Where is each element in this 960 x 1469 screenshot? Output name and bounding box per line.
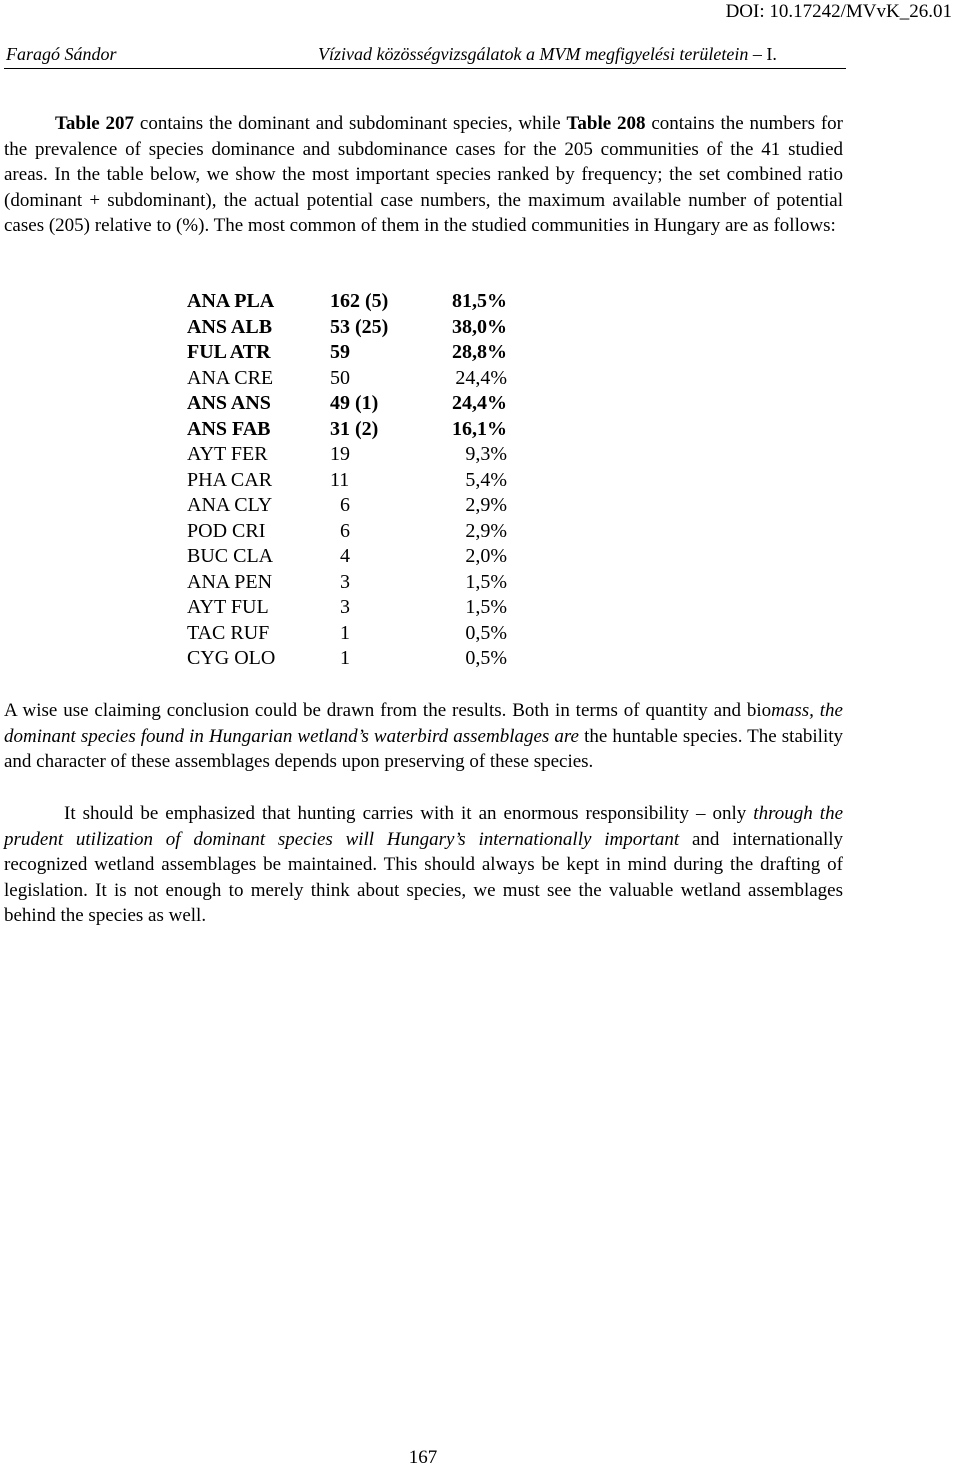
species-code: ANA CRE bbox=[187, 366, 274, 389]
percentage: 2,9% bbox=[465, 494, 507, 516]
species-code: ANA CLY bbox=[187, 494, 273, 516]
percentage: 1,5% bbox=[465, 596, 507, 618]
case-count: 6 bbox=[330, 519, 350, 542]
percentage: 2,0% bbox=[465, 545, 507, 567]
species-code: BUC CLA bbox=[187, 545, 274, 567]
percentage: 2,9% bbox=[465, 519, 507, 542]
species-code: FUL ATR bbox=[187, 341, 271, 363]
species-code: CYG OLO bbox=[187, 647, 276, 669]
running-header-author: Faragó Sándor bbox=[6, 44, 117, 64]
case-count: 49 (1) bbox=[330, 392, 379, 414]
species-code: TAC RUF bbox=[187, 621, 270, 644]
case-count: 1 bbox=[330, 621, 350, 644]
species-table bbox=[187, 289, 507, 672]
running-header-title-text: Vízivad közösségvizsgálatok a MVM megfigyelési területein – bbox=[318, 44, 762, 64]
percentage: 24,4% bbox=[452, 392, 507, 414]
percentage: 1,5% bbox=[465, 570, 507, 593]
page-number: 167 bbox=[408, 1447, 438, 1468]
case-count: 11 bbox=[330, 468, 350, 491]
species-code: POD CRI bbox=[187, 519, 266, 542]
table-row bbox=[187, 646, 507, 672]
case-count: 31 (2) bbox=[330, 417, 379, 440]
percentage: 16,1% bbox=[452, 417, 507, 440]
percentage: 28,8% bbox=[452, 341, 507, 363]
species-code: ANS ANS bbox=[187, 392, 271, 414]
table-row bbox=[187, 391, 507, 417]
conclusion-paragraph-2 bbox=[4, 801, 843, 929]
case-count: 19 bbox=[330, 443, 350, 465]
percentage: 0,5% bbox=[465, 621, 507, 644]
table-row bbox=[187, 544, 507, 570]
table-row bbox=[187, 340, 507, 366]
table-row bbox=[187, 366, 507, 392]
table-row bbox=[187, 621, 507, 647]
case-count: 4 bbox=[330, 545, 350, 567]
species-code: ANS ALB bbox=[187, 315, 273, 338]
percentage: 38,0% bbox=[452, 315, 507, 338]
running-header-title-roman: I. bbox=[766, 44, 777, 64]
case-count: 6 bbox=[330, 494, 350, 516]
running-header-title bbox=[318, 44, 777, 65]
table-row bbox=[187, 519, 507, 545]
intro-text-1: contains the dominant and subdominant species, while bbox=[134, 113, 567, 134]
table-row bbox=[187, 468, 507, 494]
conclusion-2-text-a: It should be emphasized that hunting carries with it an enormous responsibility – only bbox=[64, 803, 754, 824]
conclusion-paragraph-1 bbox=[4, 698, 843, 775]
table-row bbox=[187, 595, 507, 621]
table-row bbox=[187, 289, 507, 315]
conclusion-text-b: mass, the dominant species found in Hungarian wetland’s waterbird assemblages are bbox=[4, 700, 843, 747]
species-code: AYT FER bbox=[187, 443, 268, 465]
case-count: 3 bbox=[330, 596, 350, 618]
intro-paragraph bbox=[4, 111, 843, 239]
conclusion-2-text-c: and internationally recognized wetland assemblages be maintained. This should always be kept in mind during the drafting of legislation. It is not enough to merely think about species, we must see the valuable wetland assemblages behind the species as well. bbox=[4, 828, 844, 926]
conclusion-text-c: the huntable species. The stability and character of these assemblages depends upon preserving of these species. bbox=[4, 725, 844, 772]
species-code: ANA PLA bbox=[187, 290, 275, 312]
table-row bbox=[187, 570, 507, 596]
table-207-ref: Table 207 bbox=[55, 113, 135, 134]
case-count: 3 bbox=[330, 570, 350, 593]
case-count: 59 bbox=[330, 341, 350, 363]
percentage: 5,4% bbox=[465, 468, 507, 491]
percentage: 0,5% bbox=[465, 647, 507, 669]
table-row bbox=[187, 442, 507, 468]
table-208-ref: Table 208 bbox=[566, 113, 646, 134]
intro-text-2: contains the numbers for the prevalence of species dominance and subdominance cases for the 205 communities of the 41 studied areas. In the table below, we show the most important species ranked by frequency; the set combined ratio (dominant + subdominant), the actual potential case numbers, the maximum available number of potential cases (205) relative to (%). The most common of them in the studied communities in Hungary are as follows: bbox=[4, 113, 843, 236]
species-code: ANS FAB bbox=[187, 417, 271, 440]
table-row bbox=[187, 493, 507, 519]
percentage: 9,3% bbox=[465, 443, 507, 465]
case-count: 50 bbox=[330, 366, 350, 389]
conclusion-text-a: A wise use claiming conclusion could be drawn from the results. Both in terms of quantity and bio bbox=[4, 700, 772, 721]
percentage: 81,5% bbox=[452, 290, 507, 312]
table-row bbox=[187, 315, 507, 341]
case-count: 1 bbox=[330, 647, 350, 669]
conclusion-2-text-b: through the prudent utilization of dominant species will Hungary’s internationally important bbox=[4, 803, 843, 850]
table-row bbox=[187, 417, 507, 443]
header-rule bbox=[4, 68, 846, 69]
case-count: 53 (25) bbox=[330, 315, 389, 338]
case-count: 162 (5) bbox=[330, 290, 389, 312]
species-code: PHA CAR bbox=[187, 468, 273, 491]
species-code: AYT FUL bbox=[187, 596, 269, 618]
species-code: ANA PEN bbox=[187, 570, 273, 593]
doi-header: DOI: 10.17242/MVvK_26.01 bbox=[725, 1, 952, 22]
percentage: 24,4% bbox=[455, 366, 507, 389]
